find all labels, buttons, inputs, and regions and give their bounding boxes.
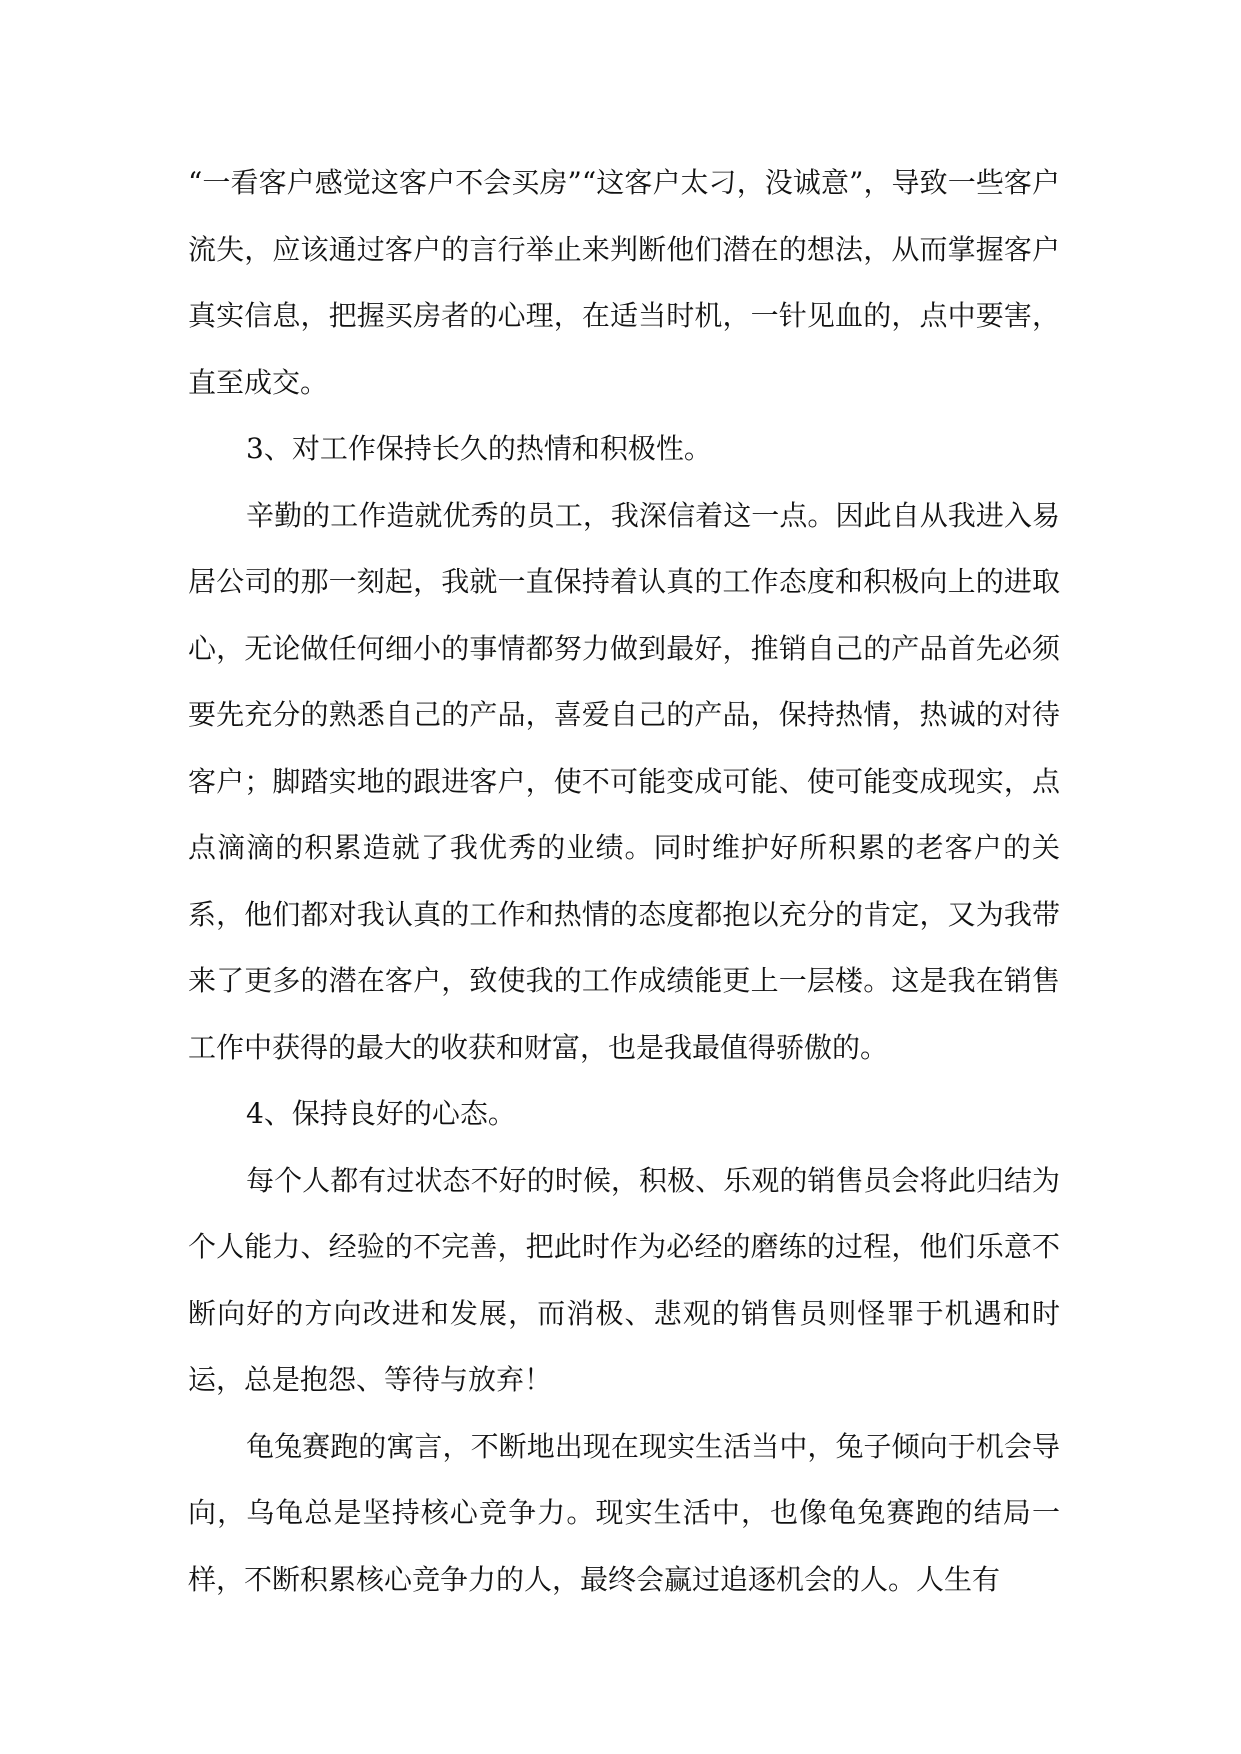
document-body [188,150,1060,1613]
paragraph-attitude: 每个人都有过状态不好的时候，积极、乐观的销售员会将此归结为个人能力、经验的不完善，把此时作为必经的磨练的过程，他们乐意不断向好的方向改进和发展，而消极、悲观的销售员则怪罪于机遇和时运，总是抱怨、等待与放弃！ [188,1163,1060,1396]
heading-item-3: 3、对工作保持长久的热情和积极性。 [246,432,712,465]
paragraph-hard-work: 辛勤的工作造就优秀的员工，我深信着这一点。因此自从我进入易居公司的那一刻起，我就一直保持着认真的工作态度和积极向上的进取心，无论做任何细小的事情都努力做到最好，推销自己的产品首先必须要先充分的熟悉自己的产品，喜爱自己的产品，保持热情，热诚的对待客户；脚踏实地的跟进客户，使不可能变成可能、使可能变成现实，点点滴滴的积累造就了我优秀的业绩。同时维护好所积累的老客户的关系，他们都对我认真的工作和热情的态度都抱以充分的肯定，又为我带来了更多的潜在客户，致使我的工作成绩能更上一层楼。这是我在销售工作中获得的最大的收获和财富，也是我最值得骄傲的。 [188,498,1060,1064]
heading-item-4: 4、保持良好的心态。 [246,1097,516,1130]
paragraph-continuation: “一看客户感觉这客户不会买房”“这客户太刁，没诚意”，导致一些客户流失，应该通过客户的言行举止来判断他们潜在的想法，从而掌握客户真实信息，把握买房者的心理，在适当时机，一针见血的，点中要害，直至成交。 [188,166,1060,399]
paragraph-tortoise-hare: 龟兔赛跑的寓言，不断地出现在现实生活当中，兔子倾向于机会导向，乌龟总是坚持核心竞争力。现实生活中，也像龟兔赛跑的结局一样，不断积累核心竞争力的人，最终会赢过追逐机会的人。人生有 [188,1429,1060,1596]
